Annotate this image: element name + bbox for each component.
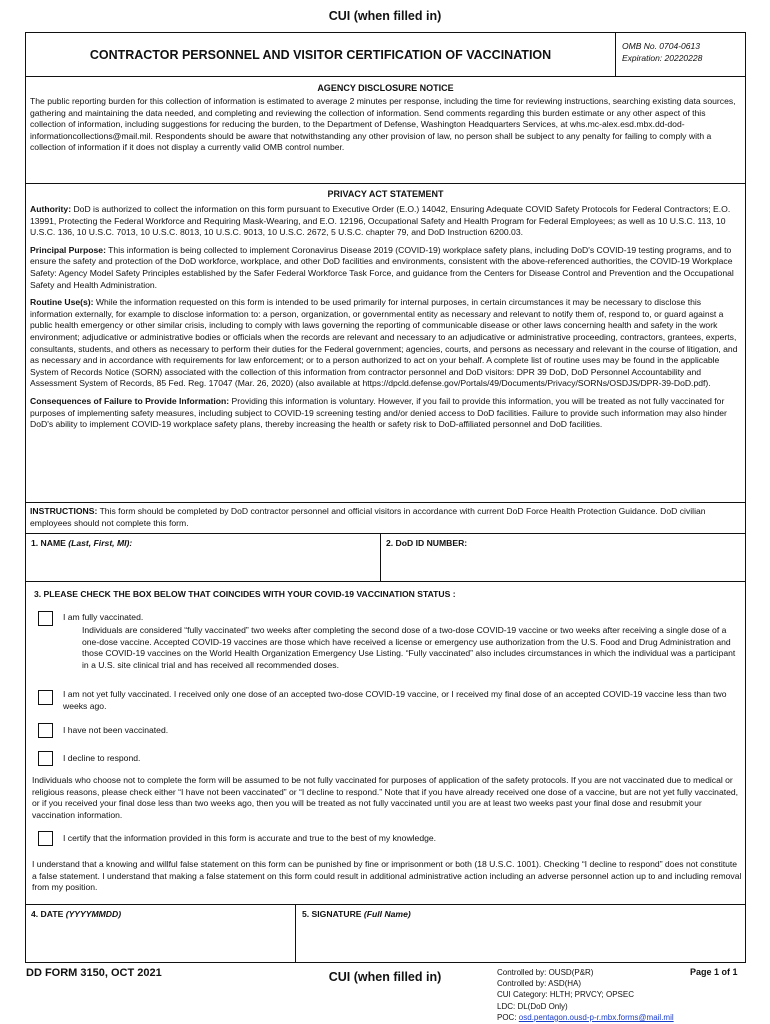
omb-number: OMB No. 0704-0613 — [622, 41, 700, 51]
omb-expiration: Expiration: 20220228 — [622, 53, 703, 63]
poc-email-link[interactable]: osd.pentagon.ousd-p-r.mbx.forms@mail.mil — [518, 1012, 674, 1022]
authority-label: Authority: — [30, 204, 72, 214]
dodid-input-area[interactable] — [384, 551, 742, 579]
consequences-paragraph — [26, 396, 745, 431]
cui-footer: CUI (when filled in) — [328, 970, 442, 984]
fully-vaccinated-checkbox[interactable] — [38, 611, 53, 626]
false-statement-notice: I understand that a knowing and willful false statement on this form can be punished by fine or imprisonment or both (18 U.S.C. 1001). Checking “I decline to respond” does not constitute a false statement. I understand that making a false statement on this form could result in additional administrative action including an adverse personnel action up to and including removal from my position. — [32, 859, 742, 893]
purpose-paragraph — [26, 245, 745, 291]
cui-category: CUI Category: HLTH; PRVCY; OPSEC — [497, 990, 634, 1000]
agency-disclosure-text: The public reporting burden for this collection of information is estimated to average 2 minutes per response, including the time for reviewing instructions, searching existing data sources, gathering and maintaining the data needed, and completing and reviewing the collection of information. Send comments regarding this burden estimate or any other aspect of this collection of information, including suggestions for reducing the burden, to the Department of Defense, Washington Headquarters Services, at whs.mc-alex.esd.mbx.dd-dod-informationcollections@mail.mil. Respondents should be aware that notwithstanding any other provision of law, no person shall be subject to any penalty for failing to comply with a collection of information if it does not display a currently valid OMB control number. — [30, 96, 736, 153]
purpose-label: Principal Purpose: — [30, 244, 106, 255]
instructions-paragraph — [26, 506, 745, 529]
status-note: Individuals who choose not to complete the form will be assumed to be not fully vaccinated for purposes of application of the safety protocols. If you are not vaccinated due to medical or religious reasons, please check either “I have not been vaccinated” or “I decline to respond.” Note that if you have already received one dose of a vaccine, but are not yet fully vaccinated, or if you received your final dose less than two weeks ago, then you will be treated as not fully vaccinated until you are at least two weeks past your final dose and resubmit your vaccination information. — [32, 775, 739, 820]
certify-label: I certify that the information provided in this form is accurate and true to the best of my knowledge. — [63, 833, 437, 843]
cui-header: CUI (when filled in) — [328, 9, 442, 23]
agency-disclosure-section — [26, 83, 745, 154]
fully-vaccinated-detail: Individuals are considered “fully vaccinated” two weeks after completing the second dose of a two-dose COVID-19 vaccine or two weeks after receiving a single dose of a one-dose vaccine. Accepted COVID-19 vaccines are those which have received a license or emergency use authorization from the U.S. Food and Drug Administration and those COVID-19 vaccines on the World Health Organization Emergency Use Listing. “Fully vaccinated” also includes circumstances in which the individual was a participant in a U.S. site clinical trial and has received all recommended doses. — [82, 625, 736, 670]
consequences-label: Consequences of Failure to Provide Information: — [30, 395, 230, 406]
routine-uses-paragraph — [26, 297, 745, 390]
certify-checkbox[interactable] — [38, 831, 53, 846]
name-field-label: 1. NAME (Last, First, MI): — [31, 538, 133, 548]
date-field-label: 4. DATE (YYYYMMDD) — [31, 909, 122, 919]
consequences-text: Providing this information is voluntary. However, if you fail to provide this information, you will be treated as not fully vaccinated for purposes of implementing safety measures, including subject to COVID-19 screening testing and/or denied access to DoD facilities. Failure to provide such information may also hinder DoD's ability to implement COVID-19 workplace safety plans, thereby increasing the health or safety risk to DoD-affiliated personnel and DoD facilities. — [30, 395, 727, 430]
signature-field-label: 5. SIGNATURE (Full Name) — [302, 909, 411, 919]
purpose-text: This information is being collected to implement Coronavirus Disease 2019 (COVID-19) workplace safety plans, including DoD's COVID-19 testing programs, and to ensure the safety and protection of the DoD workforce, workplace, and other DoD facilities and environments, consistent with the above-referenced authorities, the COVID-19 Workplace Safety: Agency Model Safety Principles established by the Safer Federal Workforce Task Force, and guidance from the Centers for Disease Control and Prevention and the Occupational Safety and Health Administration. — [30, 244, 734, 290]
fully-vaccinated-label: I am fully vaccinated. — [63, 612, 144, 622]
routine-uses-text: While the information requested on this form is intended to be used primarily for internal purposes, in certain circumstances it may be necessary to disclose this information externally, for example to disclose information to: a person, organization, or governmental entity as necessary and relevant to notify them of, respond to, or guard against a public health emergency or other similar crisis, including to comply with laws governing the reporting of communicable disease or other laws concerning health and safety in the work environment; adjudicative or administrative bodies or officials when the records are relevant and necessary to an adjudicative or administrative proceeding, contractors, grantees, experts, consultants, students, and others as necessary to perform their duties for the Federal government; agencies, courts, and persons as necessary and relevant in the course of litigation, and as necessary and in accordance with requirements for law enforcement; or to a person authorized to act on your behalf. A complete list of routine uses may be found in the applicable System of Records Notice (SORN) associated with the collection of this information from contractor personnel and DoD visitors: DPR 39 DoD, DoD Personnel Accountability and Assessment System of Records, 85 Fed. Reg. 17047 (Mar. 26, 2020) (also available at https://dpcld.defense.gov/Portals/49/Documents/Privacy/SORNs/OSDJS/DPR-39-DoD.pdf). — [30, 297, 738, 389]
poc-line: POC: osd.pentagon.ousd-p-r.mbx.forms@mail.mil — [497, 1012, 674, 1022]
form-title: CONTRACTOR PERSONNEL AND VISITOR CERTIFICATION OF VACCINATION — [26, 33, 616, 77]
privacy-act-title: PRIVACY ACT STATEMENT — [327, 189, 444, 199]
not-vaccinated-checkbox[interactable] — [38, 723, 53, 738]
name-input-area[interactable] — [30, 551, 376, 579]
not-fully-vaccinated-label: I am not yet fully vaccinated. I received only one dose of an accepted two-dose COVID-19 vaccine, or I received my final dose of an accepted COVID-19 vaccine less than two weeks ago. — [63, 689, 727, 711]
routine-uses-label: Routine Use(s): — [30, 297, 94, 308]
authority-text: DoD is authorized to collect the information on this form pursuant to Executive Order (E.O.) 14042, Ensuring Adequate COVID Safety Protocols for Federal Contractors; E.O. 13991, Protecting the Federal Workforce and Requiring Mask-Wearing, and E.O. 12196, Occupational Safety and Health Program for Federal Employees; as well as 10 U.S.C. 113, 10 U.S.C. 136, 10 U.S.C. 7013, 10 U.S.C. 8013, 10 U.S.C. 9013, 10 U.S.C. 2672, 5 U.S.C. chapter 79, and DoD Instruction 6200.03. — [30, 204, 731, 238]
instructions-section — [26, 506, 745, 529]
control-block — [497, 967, 674, 1023]
decline-label: I decline to respond. — [63, 753, 141, 763]
not-vaccinated-label: I have not been vaccinated. — [63, 725, 169, 735]
form-number: DD FORM 3150, OCT 2021 — [26, 967, 162, 979]
not-fully-vaccinated-checkbox[interactable] — [38, 690, 53, 705]
signature-input-area[interactable] — [300, 923, 742, 959]
omb-block — [616, 33, 745, 77]
authority-paragraph — [26, 204, 745, 239]
instructions-text: This form should be completed by DoD contractor personnel and official visitors in accordance with current DoD Force Health Protection Guidance. DoD civilian employees should not complete this form. — [30, 506, 706, 528]
controlled-by-2: Controlled by: ASD(HA) — [497, 979, 582, 989]
dodid-field-label: 2. DoD ID NUMBER: — [386, 538, 468, 548]
instructions-label: INSTRUCTIONS: — [30, 506, 98, 516]
vaccination-form — [25, 32, 746, 963]
agency-disclosure-title: AGENCY DISCLOSURE NOTICE — [317, 83, 454, 93]
status-title: 3. PLEASE CHECK THE BOX BELOW THAT COINCIDES WITH YOUR COVID-19 VACCINATION STATUS : — [34, 589, 456, 599]
privacy-act-section — [26, 189, 745, 431]
ldc: LDC: DL(DoD Only) — [497, 1001, 568, 1011]
decline-checkbox[interactable] — [38, 751, 53, 766]
controlled-by-1: Controlled by: OUSD(P&R) — [497, 968, 594, 977]
page-number: Page 1 of 1 — [690, 967, 738, 977]
date-input-area[interactable] — [30, 923, 290, 959]
